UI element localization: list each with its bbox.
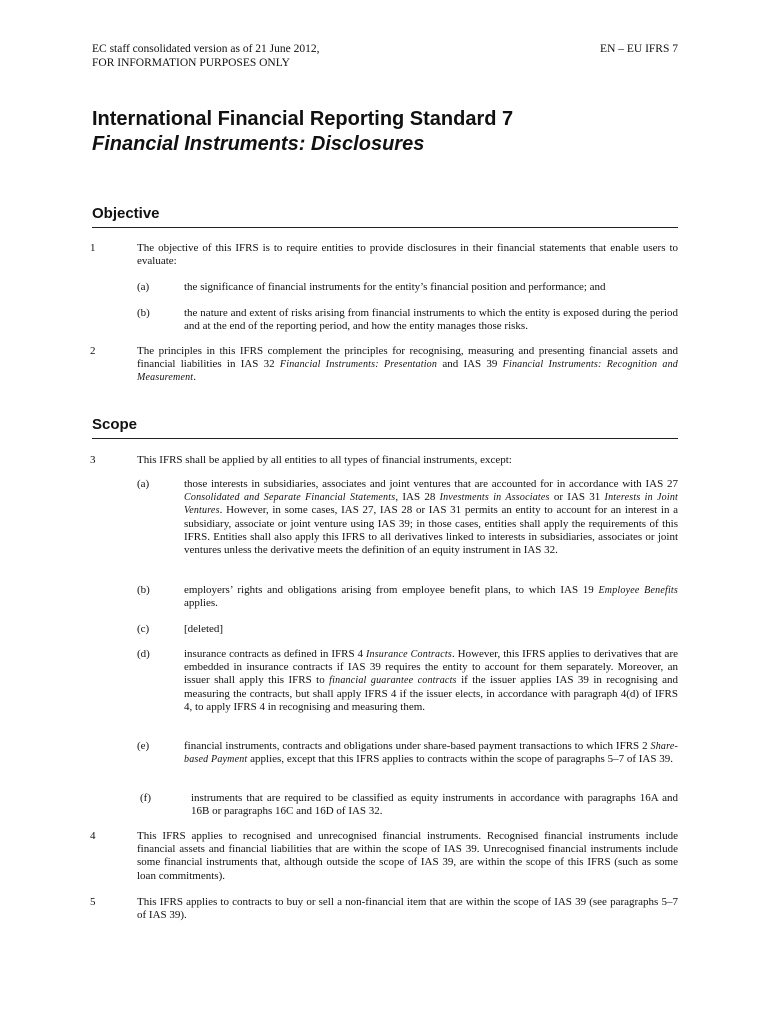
- list-item-1a: [137, 281, 678, 294]
- item-label: (e): [137, 740, 150, 752]
- standard-subtitle: Financial Instruments: Disclosures: [92, 133, 425, 155]
- standard-title: International Financial Reporting Standard 7: [92, 108, 514, 130]
- paragraph-text: This IFRS shall be applied by all entities to all types of financial instruments, except:: [137, 454, 512, 466]
- paragraph-3: [90, 454, 678, 467]
- paragraph-2: [90, 345, 678, 385]
- item-text: [184, 740, 678, 766]
- item-text: [184, 584, 678, 610]
- text-run: . However, this IFRS applies to derivatives that are embedded in insurance contracts if IAS 39 requires the entity to account for them separately. Moreover, an issuer shall apply this IFRS to: [184, 648, 678, 687]
- text-run: if the issuer applies IAS 39 in recognising and measuring the contracts, but shall apply IFRS 4 if the issuer elects, in accordance with paragraph 4(d) of IFRS 4, to apply IFRS 4 in recognising and measuring them.: [184, 674, 678, 713]
- text-run: and IAS 39: [437, 358, 503, 371]
- item-text: [184, 478, 678, 557]
- cited-title: Interests in Joint Ventures: [184, 492, 679, 517]
- item-label: (b): [137, 584, 150, 596]
- defined-term: financial guarantee contracts: [329, 675, 457, 687]
- item-text: [deleted]: [184, 623, 224, 635]
- paragraph-1: [90, 242, 678, 268]
- list-item-3a: [137, 478, 678, 557]
- item-text: instruments that are required to be classified as equity instruments in accordance with paragraphs 16A and 16B or paragraphs 16C and 16D of IAS 32.: [191, 792, 678, 818]
- list-item-3d: [137, 648, 678, 714]
- item-label: (d): [137, 648, 150, 660]
- cited-title: Employee Benefits: [598, 585, 678, 596]
- text-run: applies, except that this IFRS applies to contracts within the scope of paragraphs 5–7 of IAS 39.: [247, 753, 673, 766]
- text-run: employers’ rights and obligations arising from employee benefit plans, to which IAS 19: [184, 584, 599, 596]
- list-item-3f: [137, 792, 678, 818]
- text-run: The principles in this IFRS complement the principles for recognising, measuring and presenting financial assets and financial liabilities in IAS 32: [137, 345, 678, 371]
- cited-title: Share-based Payment: [184, 741, 678, 766]
- item-text: [184, 648, 678, 714]
- text-run: applies.: [184, 597, 218, 610]
- running-header-left: [92, 42, 320, 70]
- item-label: (b): [137, 307, 150, 319]
- list-item-1b: [137, 307, 678, 333]
- paragraph-4: [90, 830, 678, 883]
- paragraph-text: This IFRS applies to recognised and unrecognised financial instruments. Recognised financial instruments include financial assets and financial liabilities that are within the scope of IAS 39. Unrecognised financial instruments include some financial instruments that, although outside the scope of IAS 39, are within the scope of this IFRS (such as some loan commitments).: [137, 830, 678, 882]
- item-label: (f): [140, 792, 151, 804]
- cited-title: Consolidated and Separate Financial Statements: [184, 492, 396, 504]
- paragraph-5: [90, 896, 678, 922]
- text-run: . However, in some cases, IAS 27, IAS 28 or IAS 31 permits an entity to account for an interest in a subsidiary, associate or joint venture using IAS 39; in those cases, entities shall apply the requirements of this IFRS. Entities shall also apply this IFRS to all derivatives linked to interests in subsidiaries, associates or joint ventures unless the derivative meets the definition of an equity instrument in IAS 32.: [184, 504, 678, 557]
- list-item-3c: [137, 623, 678, 636]
- paragraph-number: 5: [90, 896, 96, 908]
- list-item-3b: [137, 584, 678, 610]
- text-run: those interests in subsidiaries, associates and joint ventures that are accounted for in accordance with IAS 27: [184, 478, 678, 490]
- paragraph-text: [137, 345, 678, 385]
- item-text: the nature and extent of risks arising from financial instruments to which the entity is exposed during the period and at the end of the reporting period, and how the entity manages those risks.: [184, 307, 678, 333]
- cited-title: Financial Instruments: Presentation: [279, 359, 438, 371]
- list-item-3e: [137, 740, 678, 766]
- document-title: [92, 107, 692, 157]
- cited-title: Insurance Contracts: [365, 649, 452, 660]
- paragraph-number: 1: [90, 242, 96, 254]
- paragraph-text: The objective of this IFRS is to require entities to provide disclosures in their financial statements that enable users to evaluate:: [137, 242, 678, 268]
- item-label: (a): [137, 281, 150, 293]
- text-run: or IAS 31: [549, 491, 605, 504]
- item-label: (c): [137, 623, 150, 635]
- running-header-right: EN – EU IFRS 7: [600, 43, 678, 55]
- section-heading-scope: Scope: [92, 416, 678, 439]
- header-info-line: FOR INFORMATION PURPOSES ONLY: [92, 57, 290, 69]
- paragraph-text: This IFRS applies to contracts to buy or sell a non-financial item that are within the scope of IAS 39 (see paragraphs 5–7 of IAS 39).: [137, 896, 678, 922]
- paragraph-number: 2: [90, 345, 96, 357]
- paragraph-number: 4: [90, 830, 96, 842]
- item-text: the significance of financial instruments for the entity’s financial position and performance; and: [184, 281, 606, 293]
- cited-title: Financial Instruments: Recognition and Measurement: [137, 359, 679, 384]
- text-run: .: [193, 371, 197, 384]
- text-run: , IAS 28: [395, 491, 440, 504]
- item-label: (a): [137, 478, 150, 490]
- text-run: insurance contracts as defined in IFRS 4: [184, 648, 366, 660]
- text-run: financial instruments, contracts and obligations under share-based payment transactions to which IFRS 2: [184, 740, 651, 752]
- cited-title: Investments in Associates: [439, 492, 550, 504]
- header-version-line: EC staff consolidated version as of 21 June 2012,: [92, 43, 320, 55]
- paragraph-number: 3: [90, 454, 96, 466]
- section-heading-objective: Objective: [92, 205, 678, 228]
